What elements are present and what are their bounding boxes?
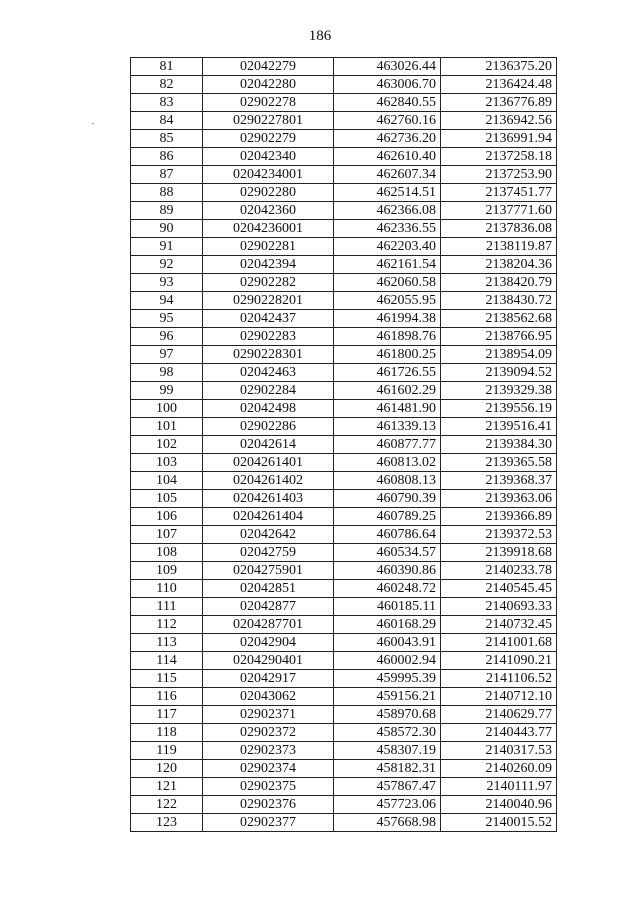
table-row	[131, 490, 557, 508]
table-row	[131, 778, 557, 796]
point-code-cell: 02902282	[203, 274, 334, 292]
x-coordinate-cell: 463026.44	[334, 58, 441, 76]
table-row	[131, 292, 557, 310]
row-number-cell: 83	[131, 94, 203, 112]
row-number-cell: 88	[131, 184, 203, 202]
row-number-cell: 81	[131, 58, 203, 76]
y-coordinate-cell: 2140015.52	[441, 814, 557, 832]
point-code-cell: 0204236001	[203, 220, 334, 238]
point-code-cell: 02042498	[203, 400, 334, 418]
y-coordinate-cell: 2138562.68	[441, 310, 557, 328]
row-number-cell: 112	[131, 616, 203, 634]
row-number-cell: 96	[131, 328, 203, 346]
x-coordinate-cell: 461339.13	[334, 418, 441, 436]
y-coordinate-cell: 2137451.77	[441, 184, 557, 202]
row-number-cell: 113	[131, 634, 203, 652]
table-row	[131, 148, 557, 166]
y-coordinate-cell: 2140693.33	[441, 598, 557, 616]
row-number-cell: 86	[131, 148, 203, 166]
y-coordinate-cell: 2139329.38	[441, 382, 557, 400]
y-coordinate-cell: 2139094.52	[441, 364, 557, 382]
table-row	[131, 814, 557, 832]
x-coordinate-cell: 457867.47	[334, 778, 441, 796]
row-number-cell: 108	[131, 544, 203, 562]
y-coordinate-cell: 2138119.87	[441, 238, 557, 256]
row-number-cell: 121	[131, 778, 203, 796]
x-coordinate-cell: 460002.94	[334, 652, 441, 670]
table-row	[131, 400, 557, 418]
table-row	[131, 454, 557, 472]
y-coordinate-cell: 2140260.09	[441, 760, 557, 778]
table-row	[131, 616, 557, 634]
point-code-cell: 02042759	[203, 544, 334, 562]
x-coordinate-cell: 457723.06	[334, 796, 441, 814]
row-number-cell: 119	[131, 742, 203, 760]
table-row	[131, 742, 557, 760]
table-row	[131, 310, 557, 328]
table-row	[131, 238, 557, 256]
x-coordinate-cell: 462203.40	[334, 238, 441, 256]
table-row	[131, 544, 557, 562]
scan-mark	[92, 123, 94, 124]
y-coordinate-cell: 2140233.78	[441, 562, 557, 580]
y-coordinate-cell: 2140111.97	[441, 778, 557, 796]
row-number-cell: 118	[131, 724, 203, 742]
row-number-cell: 84	[131, 112, 203, 130]
table-row	[131, 130, 557, 148]
x-coordinate-cell: 461994.38	[334, 310, 441, 328]
table-row	[131, 364, 557, 382]
point-code-cell: 02042437	[203, 310, 334, 328]
y-coordinate-cell: 2136375.20	[441, 58, 557, 76]
row-number-cell: 102	[131, 436, 203, 454]
point-code-cell: 02902377	[203, 814, 334, 832]
point-code-cell: 02043062	[203, 688, 334, 706]
x-coordinate-cell: 458572.30	[334, 724, 441, 742]
point-code-cell: 02902278	[203, 94, 334, 112]
x-coordinate-cell: 460790.39	[334, 490, 441, 508]
x-coordinate-cell: 460808.13	[334, 472, 441, 490]
y-coordinate-cell: 2139366.89	[441, 508, 557, 526]
row-number-cell: 101	[131, 418, 203, 436]
x-coordinate-cell: 459156.21	[334, 688, 441, 706]
coordinates-table-body	[131, 58, 557, 832]
point-code-cell: 02902279	[203, 130, 334, 148]
table-row	[131, 634, 557, 652]
point-code-cell: 02902286	[203, 418, 334, 436]
table-row	[131, 652, 557, 670]
table-row	[131, 382, 557, 400]
table-row	[131, 166, 557, 184]
point-code-cell: 02902283	[203, 328, 334, 346]
row-number-cell: 115	[131, 670, 203, 688]
point-code-cell: 02902281	[203, 238, 334, 256]
x-coordinate-cell: 461898.76	[334, 328, 441, 346]
y-coordinate-cell: 2139516.41	[441, 418, 557, 436]
row-number-cell: 117	[131, 706, 203, 724]
point-code-cell: 02042279	[203, 58, 334, 76]
x-coordinate-cell: 460789.25	[334, 508, 441, 526]
y-coordinate-cell: 2138766.95	[441, 328, 557, 346]
row-number-cell: 97	[131, 346, 203, 364]
x-coordinate-cell: 457668.98	[334, 814, 441, 832]
y-coordinate-cell: 2140545.45	[441, 580, 557, 598]
x-coordinate-cell: 462055.95	[334, 292, 441, 310]
y-coordinate-cell: 2139384.30	[441, 436, 557, 454]
x-coordinate-cell: 462736.20	[334, 130, 441, 148]
point-code-cell: 02902376	[203, 796, 334, 814]
x-coordinate-cell: 462607.34	[334, 166, 441, 184]
y-coordinate-cell: 2139556.19	[441, 400, 557, 418]
table-row	[131, 724, 557, 742]
table-row	[131, 688, 557, 706]
x-coordinate-cell: 460534.57	[334, 544, 441, 562]
y-coordinate-cell: 2136942.56	[441, 112, 557, 130]
y-coordinate-cell: 2141090.21	[441, 652, 557, 670]
coordinates-table	[130, 57, 557, 832]
point-code-cell: 02902280	[203, 184, 334, 202]
x-coordinate-cell: 461481.90	[334, 400, 441, 418]
y-coordinate-cell: 2141106.52	[441, 670, 557, 688]
x-coordinate-cell: 458182.31	[334, 760, 441, 778]
x-coordinate-cell: 462060.58	[334, 274, 441, 292]
row-number-cell: 100	[131, 400, 203, 418]
row-number-cell: 120	[131, 760, 203, 778]
table-row	[131, 184, 557, 202]
row-number-cell: 104	[131, 472, 203, 490]
table-row	[131, 274, 557, 292]
x-coordinate-cell: 458970.68	[334, 706, 441, 724]
table-row	[131, 760, 557, 778]
y-coordinate-cell: 2137836.08	[441, 220, 557, 238]
y-coordinate-cell: 2140317.53	[441, 742, 557, 760]
y-coordinate-cell: 2140629.77	[441, 706, 557, 724]
y-coordinate-cell: 2138204.36	[441, 256, 557, 274]
row-number-cell: 122	[131, 796, 203, 814]
y-coordinate-cell: 2139365.58	[441, 454, 557, 472]
row-number-cell: 109	[131, 562, 203, 580]
row-number-cell: 82	[131, 76, 203, 94]
row-number-cell: 111	[131, 598, 203, 616]
x-coordinate-cell: 460813.02	[334, 454, 441, 472]
point-code-cell: 0204261403	[203, 490, 334, 508]
x-coordinate-cell: 463006.70	[334, 76, 441, 94]
table-row	[131, 220, 557, 238]
page-number: 186	[308, 28, 332, 44]
row-number-cell: 123	[131, 814, 203, 832]
point-code-cell: 0290227801	[203, 112, 334, 130]
point-code-cell: 02042642	[203, 526, 334, 544]
row-number-cell: 91	[131, 238, 203, 256]
point-code-cell: 02042917	[203, 670, 334, 688]
table-row	[131, 472, 557, 490]
row-number-cell: 90	[131, 220, 203, 238]
point-code-cell: 0204234001	[203, 166, 334, 184]
point-code-cell: 0204275901	[203, 562, 334, 580]
point-code-cell: 02902372	[203, 724, 334, 742]
x-coordinate-cell: 460168.29	[334, 616, 441, 634]
y-coordinate-cell: 2139372.53	[441, 526, 557, 544]
point-code-cell: 02042463	[203, 364, 334, 382]
row-number-cell: 99	[131, 382, 203, 400]
x-coordinate-cell: 462760.16	[334, 112, 441, 130]
row-number-cell: 105	[131, 490, 203, 508]
y-coordinate-cell: 2138954.09	[441, 346, 557, 364]
table-row	[131, 796, 557, 814]
row-number-cell: 93	[131, 274, 203, 292]
point-code-cell: 02902373	[203, 742, 334, 760]
x-coordinate-cell: 460185.11	[334, 598, 441, 616]
x-coordinate-cell: 462840.55	[334, 94, 441, 112]
table-row	[131, 580, 557, 598]
x-coordinate-cell: 460786.64	[334, 526, 441, 544]
x-coordinate-cell: 460248.72	[334, 580, 441, 598]
table-row	[131, 328, 557, 346]
point-code-cell: 0290228201	[203, 292, 334, 310]
table-row	[131, 346, 557, 364]
table-row	[131, 202, 557, 220]
row-number-cell: 95	[131, 310, 203, 328]
x-coordinate-cell: 460390.86	[334, 562, 441, 580]
point-code-cell: 02042280	[203, 76, 334, 94]
y-coordinate-cell: 2140040.96	[441, 796, 557, 814]
row-number-cell: 114	[131, 652, 203, 670]
y-coordinate-cell: 2140712.10	[441, 688, 557, 706]
y-coordinate-cell: 2138430.72	[441, 292, 557, 310]
point-code-cell: 0204261402	[203, 472, 334, 490]
row-number-cell: 106	[131, 508, 203, 526]
row-number-cell: 85	[131, 130, 203, 148]
y-coordinate-cell: 2139368.37	[441, 472, 557, 490]
table-row	[131, 670, 557, 688]
y-coordinate-cell: 2137258.18	[441, 148, 557, 166]
x-coordinate-cell: 462161.54	[334, 256, 441, 274]
y-coordinate-cell: 2141001.68	[441, 634, 557, 652]
x-coordinate-cell: 462336.55	[334, 220, 441, 238]
point-code-cell: 0204290401	[203, 652, 334, 670]
row-number-cell: 94	[131, 292, 203, 310]
x-coordinate-cell: 462366.08	[334, 202, 441, 220]
table-row	[131, 706, 557, 724]
point-code-cell: 0204287701	[203, 616, 334, 634]
x-coordinate-cell: 461726.55	[334, 364, 441, 382]
table-row	[131, 418, 557, 436]
row-number-cell: 103	[131, 454, 203, 472]
point-code-cell: 02042340	[203, 148, 334, 166]
row-number-cell: 98	[131, 364, 203, 382]
row-number-cell: 110	[131, 580, 203, 598]
table-row	[131, 436, 557, 454]
point-code-cell: 02042614	[203, 436, 334, 454]
x-coordinate-cell: 461602.29	[334, 382, 441, 400]
table-row	[131, 112, 557, 130]
point-code-cell: 02902374	[203, 760, 334, 778]
point-code-cell: 02042877	[203, 598, 334, 616]
table-row	[131, 76, 557, 94]
point-code-cell: 02902284	[203, 382, 334, 400]
point-code-cell: 02902375	[203, 778, 334, 796]
x-coordinate-cell: 462610.40	[334, 148, 441, 166]
y-coordinate-cell: 2137253.90	[441, 166, 557, 184]
point-code-cell: 02042360	[203, 202, 334, 220]
y-coordinate-cell: 2140732.45	[441, 616, 557, 634]
x-coordinate-cell: 458307.19	[334, 742, 441, 760]
y-coordinate-cell: 2139363.06	[441, 490, 557, 508]
row-number-cell: 116	[131, 688, 203, 706]
x-coordinate-cell: 461800.25	[334, 346, 441, 364]
x-coordinate-cell: 460043.91	[334, 634, 441, 652]
y-coordinate-cell: 2136991.94	[441, 130, 557, 148]
table-row	[131, 526, 557, 544]
x-coordinate-cell: 462514.51	[334, 184, 441, 202]
point-code-cell: 0204261404	[203, 508, 334, 526]
table-row	[131, 94, 557, 112]
point-code-cell: 02042851	[203, 580, 334, 598]
y-coordinate-cell: 2139918.68	[441, 544, 557, 562]
point-code-cell: 02042904	[203, 634, 334, 652]
y-coordinate-cell: 2136776.89	[441, 94, 557, 112]
row-number-cell: 92	[131, 256, 203, 274]
table-row	[131, 58, 557, 76]
row-number-cell: 87	[131, 166, 203, 184]
x-coordinate-cell: 459995.39	[334, 670, 441, 688]
point-code-cell: 0290228301	[203, 346, 334, 364]
point-code-cell: 0204261401	[203, 454, 334, 472]
row-number-cell: 107	[131, 526, 203, 544]
row-number-cell: 89	[131, 202, 203, 220]
table-row	[131, 598, 557, 616]
point-code-cell: 02902371	[203, 706, 334, 724]
table-row	[131, 562, 557, 580]
y-coordinate-cell: 2140443.77	[441, 724, 557, 742]
y-coordinate-cell: 2136424.48	[441, 76, 557, 94]
point-code-cell: 02042394	[203, 256, 334, 274]
table-row	[131, 256, 557, 274]
y-coordinate-cell: 2138420.79	[441, 274, 557, 292]
x-coordinate-cell: 460877.77	[334, 436, 441, 454]
table-row	[131, 508, 557, 526]
y-coordinate-cell: 2137771.60	[441, 202, 557, 220]
